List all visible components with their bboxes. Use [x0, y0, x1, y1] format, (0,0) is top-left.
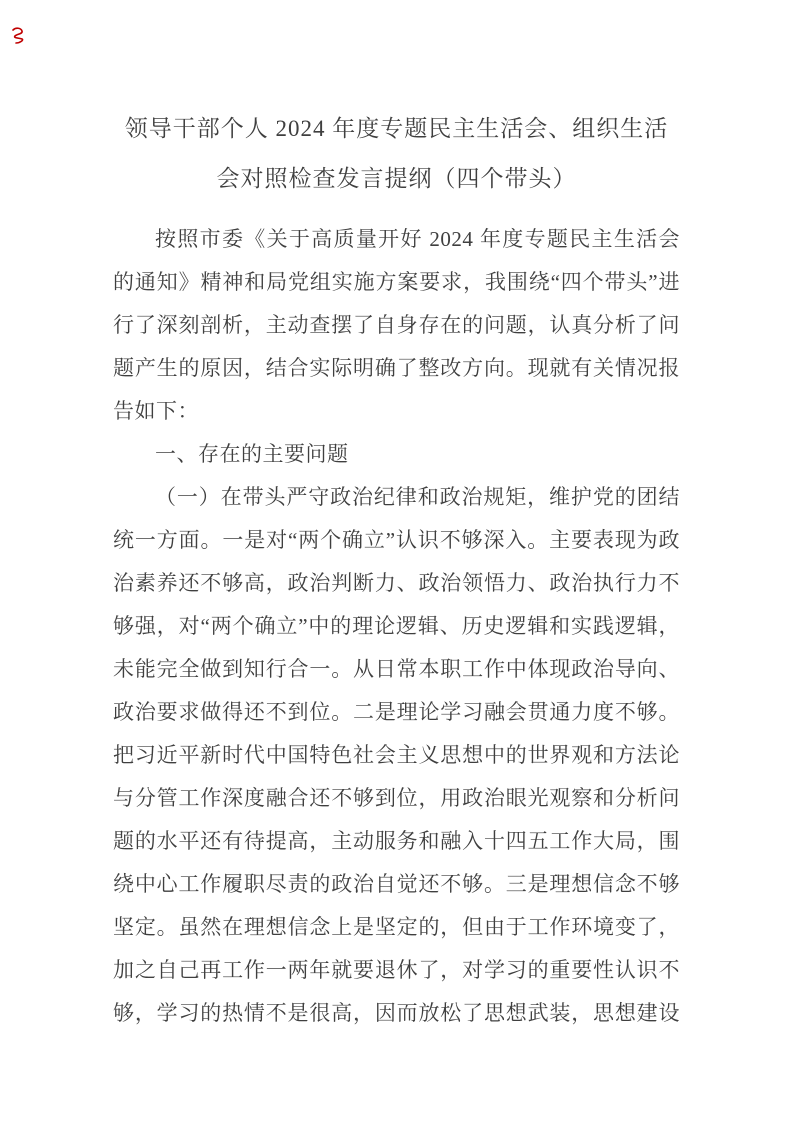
red-scribble-mark-icon [10, 26, 28, 46]
paragraph-problems-detail: （一）在带头严守政治纪律和政治规矩，维护党的团结统一方面。一是对“两个确立”认识不够深入。主要表现为政治素养还不够高，政治判断力、政治领悟力、政治执行力不够强，对“两个确立”中的理论逻辑、历史逻辑和实践逻辑，未能完全做到知行合一。从日常本职工作中体现政治导向、政治要求做得还不到位。二是理论学习融会贯通力度不够。把习近平新时代中国特色社会主义思想中的世界观和方法论与分管工作深度融合还不够到位，用政治眼光观察和分析问题的水平还有待提高，主动服务和融入十四五工作大局，围绕中心工作履职尽责的政治自觉还不够。三是理想信念不够坚定。虽然在理想信念上是坚定的，但由于工作环境变了，加之自己再工作一两年就要退休了，对学习的重要性认识不够，学习的热情不是很高，因而放松了思想武装，思想建设 [113, 485, 680, 1025]
document-body [113, 218, 680, 1035]
section-heading-main-problems: 一、存在的主要问题 [155, 442, 349, 466]
document-title: 领导干部个人 2024 年度专题民主生活会、组织生活会对照检查发言提纲（四个带头） [124, 116, 669, 191]
paragraph-intro: 按照市委《关于高质量开好 2024 年度专题民主生活会的通知》精神和局党组实施方案要求，我围绕“四个带头”进行了深刻剖析，主动查摆了自身存在的问题，认真分析了问题产生的原因，结合实际明确了整改方向。现就有关情况报告如下： [113, 227, 680, 423]
